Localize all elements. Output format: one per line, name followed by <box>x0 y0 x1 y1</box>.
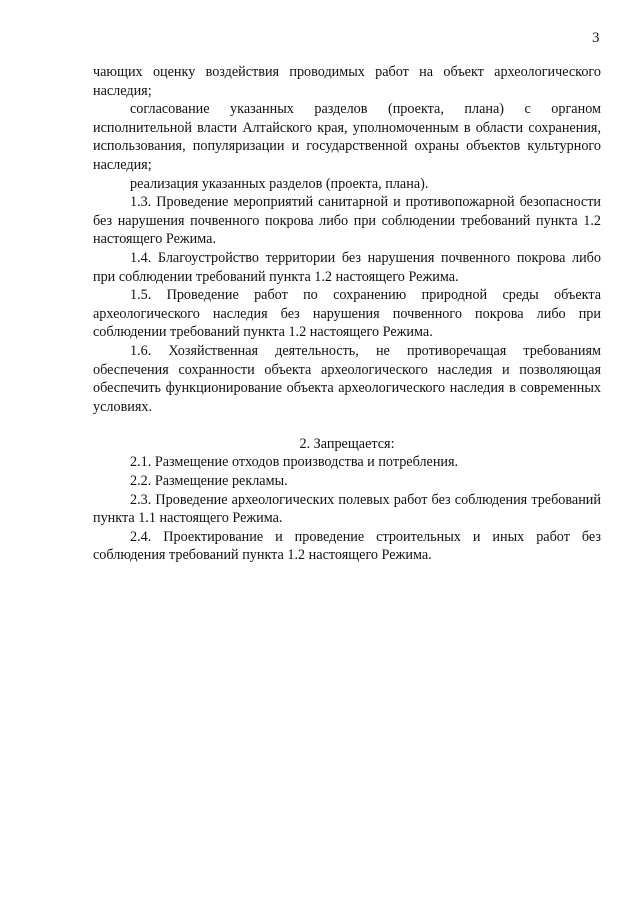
paragraph-1-3: 1.3. Проведение мероприятий санитарной и противопожарной безопасности без нарушения почвенного покрова либо при соблюдении требований пункта 1.2 настоящего Режима. <box>93 194 601 248</box>
paragraph-approval: согласование указанных разделов (проекта, плана) с органом исполнительной власти Алтайского края, уполномоченным в области сохранения, использования, популяризации и государственной охраны объектов культурного наследия; <box>93 101 601 173</box>
page-number: 3 <box>592 30 600 46</box>
paragraph-implementation: реализация указанных разделов (проекта, плана). <box>130 175 429 192</box>
paragraph-1-4: 1.4. Благоустройство территории без нарушения почвенного покрова либо при соблюдении требований пункта 1.2 настоящего Режима. <box>93 249 601 285</box>
section-2-heading: 2. Запрещается: <box>299 435 395 452</box>
paragraph-1-5: 1.5. Проведение работ по сохранению природной среды объекта археологического наследия без нарушения почвенного покрова либо при соблюдении требований пункта 1.2 настоящего Режима. <box>93 287 601 341</box>
paragraph-2-1: 2.1. Размещение отходов производства и потребления. <box>130 454 459 471</box>
paragraph-2-3: 2.3. Проведение археологических полевых работ без соблюдения требований пункта 1.1 настоящего Режима. <box>93 491 601 527</box>
paragraph-2-2: 2.2. Размещение рекламы. <box>130 473 288 490</box>
paragraph-continuation: чающих оценку воздействия проводимых работ на объект археологического наследия; <box>93 64 601 99</box>
paragraph-2-4: 2.4. Проектирование и проведение строительных и иных работ без соблюдения требований пункта 1.2 настоящего Режима. <box>93 528 601 564</box>
document-body <box>93 63 601 565</box>
paragraph-1-6: 1.6. Хозяйственная деятельность, не противоречащая требованиям обеспечения сохранности объекта археологического наследия и позволяющая обеспечить функционирование объекта археологического наследия в современных условиях. <box>93 342 601 415</box>
